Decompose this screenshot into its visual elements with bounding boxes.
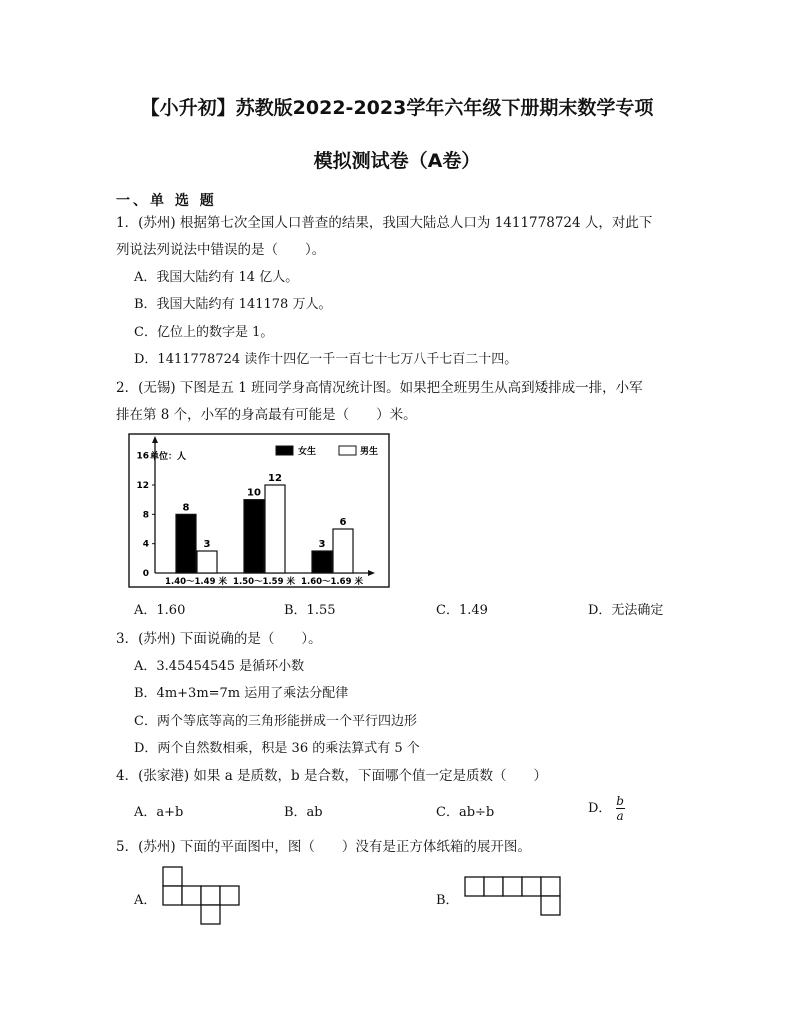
bar-value-label: 8 xyxy=(182,502,190,514)
q4-option-d xyxy=(588,795,625,822)
x-category-label: 1.40～1.49 米 xyxy=(165,577,227,587)
net-b-square xyxy=(522,877,541,896)
net-b-square xyxy=(541,896,560,915)
q2-option-a: A．1.60 xyxy=(134,603,186,618)
bar-girls xyxy=(176,514,196,573)
fraction-denominator: a xyxy=(616,809,624,823)
bar-value-label: 12 xyxy=(268,473,282,484)
legend-swatch-boys xyxy=(339,446,356,455)
legend-swatch-girls xyxy=(276,446,293,455)
fraction-numerator: b xyxy=(616,794,624,808)
net-b-square xyxy=(503,877,522,896)
q2-stem-line1: 2．(无锡) 下图是五 1 班同学身高情况统计图。如果把全班男生从高到矮排成一排，小军 xyxy=(116,380,643,396)
legend-label-girls: 女生 xyxy=(298,447,317,457)
q4-option-d-fraction xyxy=(616,795,625,822)
q2-option-b: B．1.55 xyxy=(284,603,336,618)
q5-label-b: B． xyxy=(436,893,459,908)
q3-stem: 3．(苏州) 下面说确的是（ ）。 xyxy=(116,631,322,647)
chart-unit-label: 单位：人 xyxy=(150,452,187,462)
q1-option-c: C．亿位上的数字是 1。 xyxy=(134,325,274,340)
bar-value-label: 3 xyxy=(203,539,211,550)
q4-option-d-label: D． xyxy=(588,801,612,816)
bar-boys xyxy=(333,529,353,573)
bar-value-label: 6 xyxy=(339,517,347,528)
net-figure-b xyxy=(462,874,568,920)
section-heading: 一、单 选 题 xyxy=(116,193,217,209)
bar-girls xyxy=(312,551,332,573)
q2-option-c: C．1.49 xyxy=(436,603,488,618)
net-a-square xyxy=(201,886,220,905)
y-tick-label: 16 xyxy=(136,451,149,462)
q4-stem: 4．(张家港) 如果 a 是质数，b 是合数，下面哪个值一定是质数（ ） xyxy=(116,768,547,784)
q5-stem: 5．(苏州) 下面的平面图中，图（ ）没有是正方体纸箱的展开图。 xyxy=(116,839,531,855)
q3-option-d: D．两个自然数相乘，积是 36 的乘法算式有 5 个 xyxy=(134,741,420,756)
y-tick-label: 8 xyxy=(142,510,149,521)
q3-option-a: A．3.45454545 是循环小数 xyxy=(134,659,305,674)
y-tick-label: 4 xyxy=(142,539,149,550)
q1-stem-line2: 列说法列说法中错误的是（ ）。 xyxy=(116,242,326,258)
bar-value-label: 10 xyxy=(247,487,261,499)
q3-option-c: C．两个等底等高的三角形能拼成一个平行四边形 xyxy=(134,714,417,729)
net-figure-a xyxy=(160,864,246,926)
net-a-square xyxy=(201,905,220,924)
q2-stem-line2: 排在第 8 个，小军的身高最有可能是（ ）米。 xyxy=(116,407,417,423)
q1-option-b: B．我国大陆约有 141178 万人。 xyxy=(134,297,332,312)
x-category-label: 1.60～1.69 米 xyxy=(301,577,363,587)
q1-option-d: D．1411778724 读作十四亿一千一百七十七万八千七百二十四。 xyxy=(134,352,518,367)
y-origin-label: 0 xyxy=(142,569,149,579)
net-a-square xyxy=(163,867,182,886)
q1-option-a: A．我国大陆约有 14 亿人。 xyxy=(134,270,299,285)
q1-stem-line1: 1．(苏州) 根据第七次全国人口普查的结果，我国大陆总人口为 1411778724 人，对此下 xyxy=(116,215,653,231)
q3-option-b: B．4m+3m=7m 运用了乘法分配律 xyxy=(134,686,349,701)
bar-girls xyxy=(244,500,264,573)
net-b-square xyxy=(484,877,503,896)
bar-value-label: 3 xyxy=(318,539,326,550)
page-title-line1: 【小升初】苏教版2022-2023学年六年级下册期末数学专项 xyxy=(140,97,654,119)
x-category-label: 1.50～1.59 米 xyxy=(233,577,295,587)
q2-option-d: D．无法确定 xyxy=(588,603,664,618)
q4-option-b: B．ab xyxy=(284,805,323,820)
net-a-square xyxy=(220,886,239,905)
net-a-square xyxy=(163,886,182,905)
bar-boys xyxy=(265,485,285,573)
bar-boys xyxy=(197,551,217,573)
q4-option-a: A．a+b xyxy=(134,805,184,820)
q5-label-a: A． xyxy=(134,893,157,908)
net-b-square xyxy=(465,877,484,896)
net-b-square xyxy=(541,877,560,896)
net-a-square xyxy=(182,886,201,905)
height-bar-chart xyxy=(128,433,390,588)
legend-label-boys: 男生 xyxy=(360,447,379,457)
q4-option-c: C．ab÷b xyxy=(436,805,495,820)
y-tick-label: 12 xyxy=(136,481,149,491)
page-title-line2: 模拟测试卷（A卷） xyxy=(313,150,481,172)
